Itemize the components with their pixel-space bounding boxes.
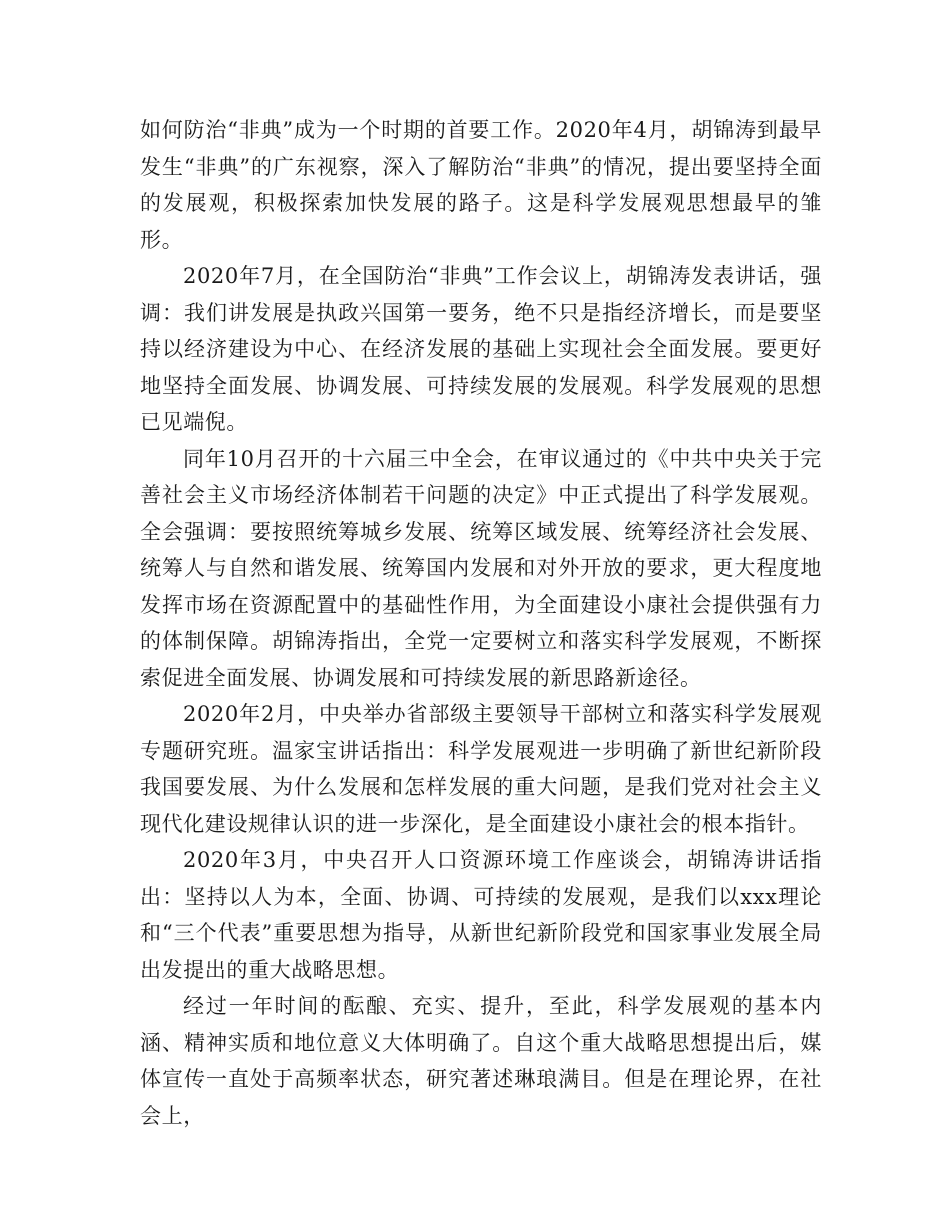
paragraph-3: 同年10月召开的十六届三中全会，在审议通过的《中共中央关于完善社会主义市场经济体制若干问题的决定》中正式提出了科学发展观。全会强调：要按照统筹城乡发展、统筹区域发展、统筹经济社会发展、统筹人与自然和谐发展、统筹国内发展和对外开放的要求，更大程度地发挥市场在资源配置中的基础性作用，为全面建设小康社会提供强有力的体制保障。胡锦涛指出，全党一定要树立和落实科学发展观，不断探索促进全面发展、协调发展和可持续发展的新思路新途径。 (140, 446, 822, 690)
paragraph-4: 2020年2月，中央举办省部级主要领导干部树立和落实科学发展观专题研究班。温家宝讲话指出：科学发展观进一步明确了新世纪新阶段我国要发展、为什么发展和怎样发展的重大问题，是我们党对社会主义现代化建设规律认识的进一步深化，是全面建设小康社会的根本指针。 (140, 702, 822, 836)
paragraph-2: 2020年7月，在全国防治“非典”工作会议上，胡锦涛发表讲话，强调：我们讲发展是执政兴国第一要务，绝不只是指经济增长，而是要坚持以经济建设为中心、在经济发展的基础上实现社会全面发展。要更好地坚持全面发展、协调发展、可持续发展的发展观。科学发展观的思想已见端倪。 (140, 264, 822, 434)
document-body (140, 112, 822, 1134)
paragraph-6: 经过一年时间的酝酿、充实、提升，至此，科学发展观的基本内涵、精神实质和地位意义大体明确了。自这个重大战略思想提出后，媒体宣传一直处于高频率状态，研究著述琳琅满目。但是在理论界，在社会上， (140, 994, 822, 1128)
paragraph-1: 如何防治“非典”成为一个时期的首要工作。2020年4月，胡锦涛到最早发生“非典”的广东视察，深入了解防治“非典”的情况，提出要坚持全面的发展观，积极探索加快发展的路子。这是科学发展观思想最早的雏形。 (140, 118, 822, 252)
paragraph-5: 2020年3月，中央召开人口资源环境工作座谈会，胡锦涛讲话指出：坚持以人为本，全面、协调、可持续的发展观，是我们以xxx理论和“三个代表”重要思想为指导，从新世纪新阶段党和国家事业发展全局出发提出的重大战略思想。 (140, 848, 822, 982)
